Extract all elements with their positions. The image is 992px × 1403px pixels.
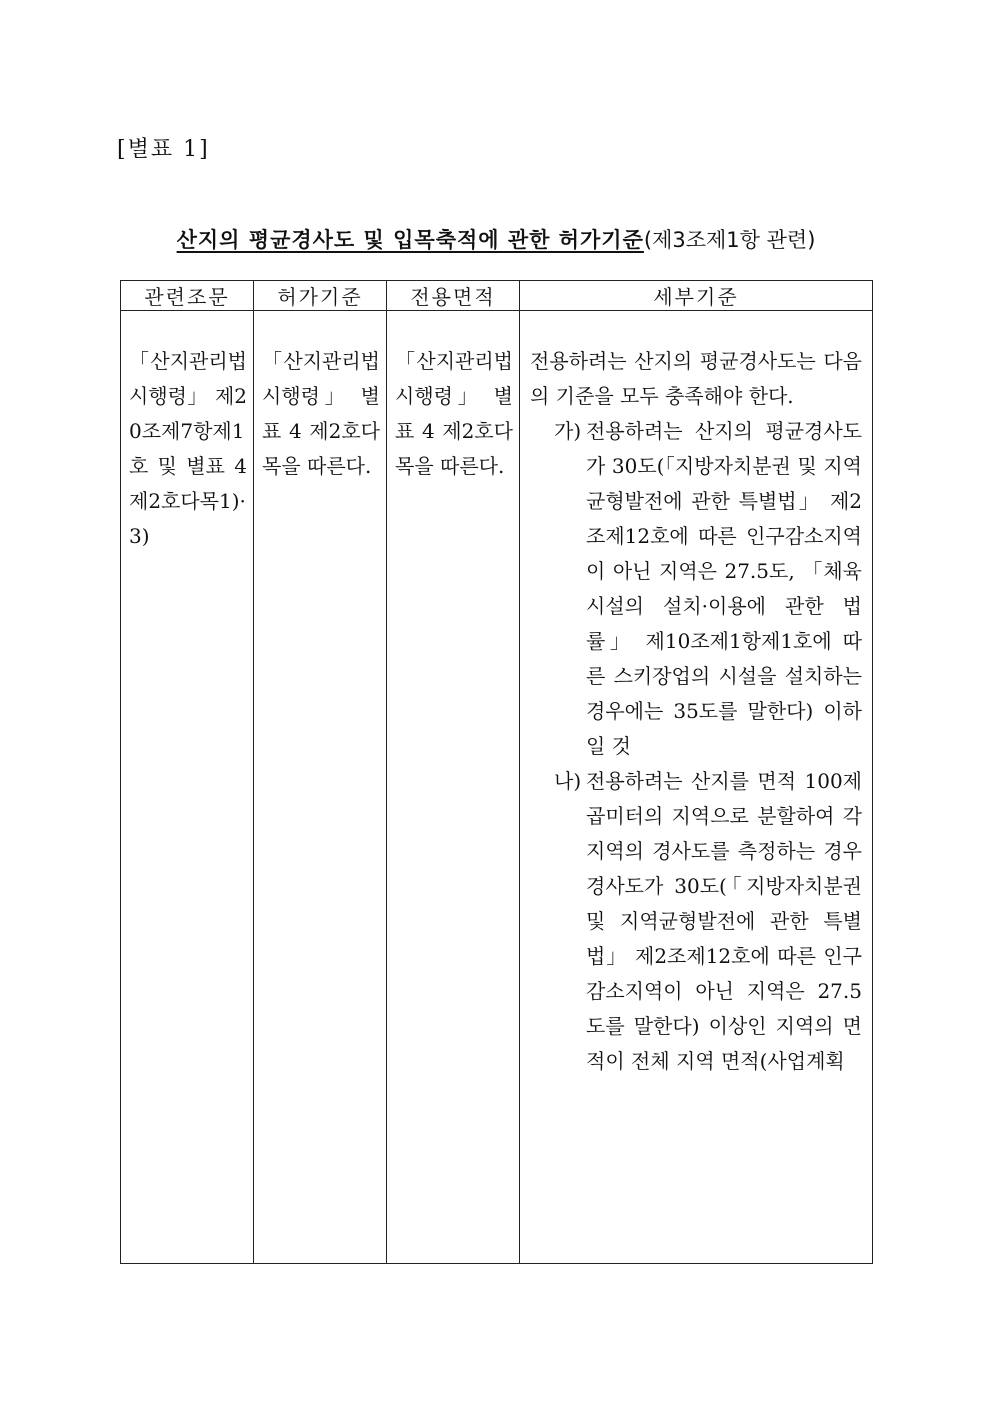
item-text: 전용하려는 산지의 평균경사도가 30도(「지방자치분권 및 지역균형발전에 관한 특별법」 제2조제12호에 따른 인구감소지역이 아닌 지역은 27.5도, 「체육시설의 설치·이용에 관한 법률」 제10조제1항제1호에 따른 스키장업의 시설을 설치하는 경우에는 35도를 말한다) 이하일 것 (586, 419, 862, 758)
item-text: 전용하려는 산지를 면적 100제곱미터의 지역으로 분할하여 각 지역의 경사도를 측정하는 경우 경사도가 30도(「지방자치분권 및 지역균형발전에 관한 특별법」 제2조제12호에 따른 인구감소지역이 아닌 지역은 27.5도를 말한다) 이상인 지역의 면적이 전체 지역 면적(사업계획 (586, 769, 862, 1073)
permit-standard-text: 「산지관리법 시행령」 별표 4 제2호다목을 따른다. (262, 349, 380, 478)
title-main: 산지의 평균경사도 및 입목축적에 관한 허가기준 (176, 228, 644, 252)
cell-detail-standard (520, 311, 873, 1264)
header-permit-standard: 허가기준 (254, 281, 387, 311)
cell-conversion-area (387, 311, 520, 1264)
table-header-row (121, 281, 873, 311)
related-article-text: 「산지관리법 시행령」 제20조제7항제1호 및 별표 4 제2호다목1)·3) (129, 349, 247, 548)
title-suffix: (제3조제1항 관련) (643, 228, 816, 252)
header-conversion-area: 전용면적 (387, 281, 520, 311)
header-related-article: 관련조문 (121, 281, 254, 311)
cell-permit-standard (254, 311, 387, 1264)
permit-standards-table (120, 280, 873, 1264)
table-row (121, 311, 873, 1264)
detail-item-ga (530, 414, 862, 764)
cell-related-article (121, 311, 254, 1264)
detail-item-na (530, 764, 862, 1079)
item-mark: 나) (554, 769, 582, 793)
header-detail-standard: 세부기준 (520, 281, 873, 311)
item-mark: 가) (554, 419, 582, 443)
annex-label: [별표 1] (117, 137, 210, 162)
detail-intro: 전용하려는 산지의 평균경사도는 다음의 기준을 모두 충족해야 한다. (530, 349, 862, 408)
conversion-area-text: 「산지관리법 시행령」 별표 4 제2호다목을 따른다. (395, 349, 513, 478)
document-title (0, 224, 992, 254)
detail-standard (520, 311, 872, 1079)
